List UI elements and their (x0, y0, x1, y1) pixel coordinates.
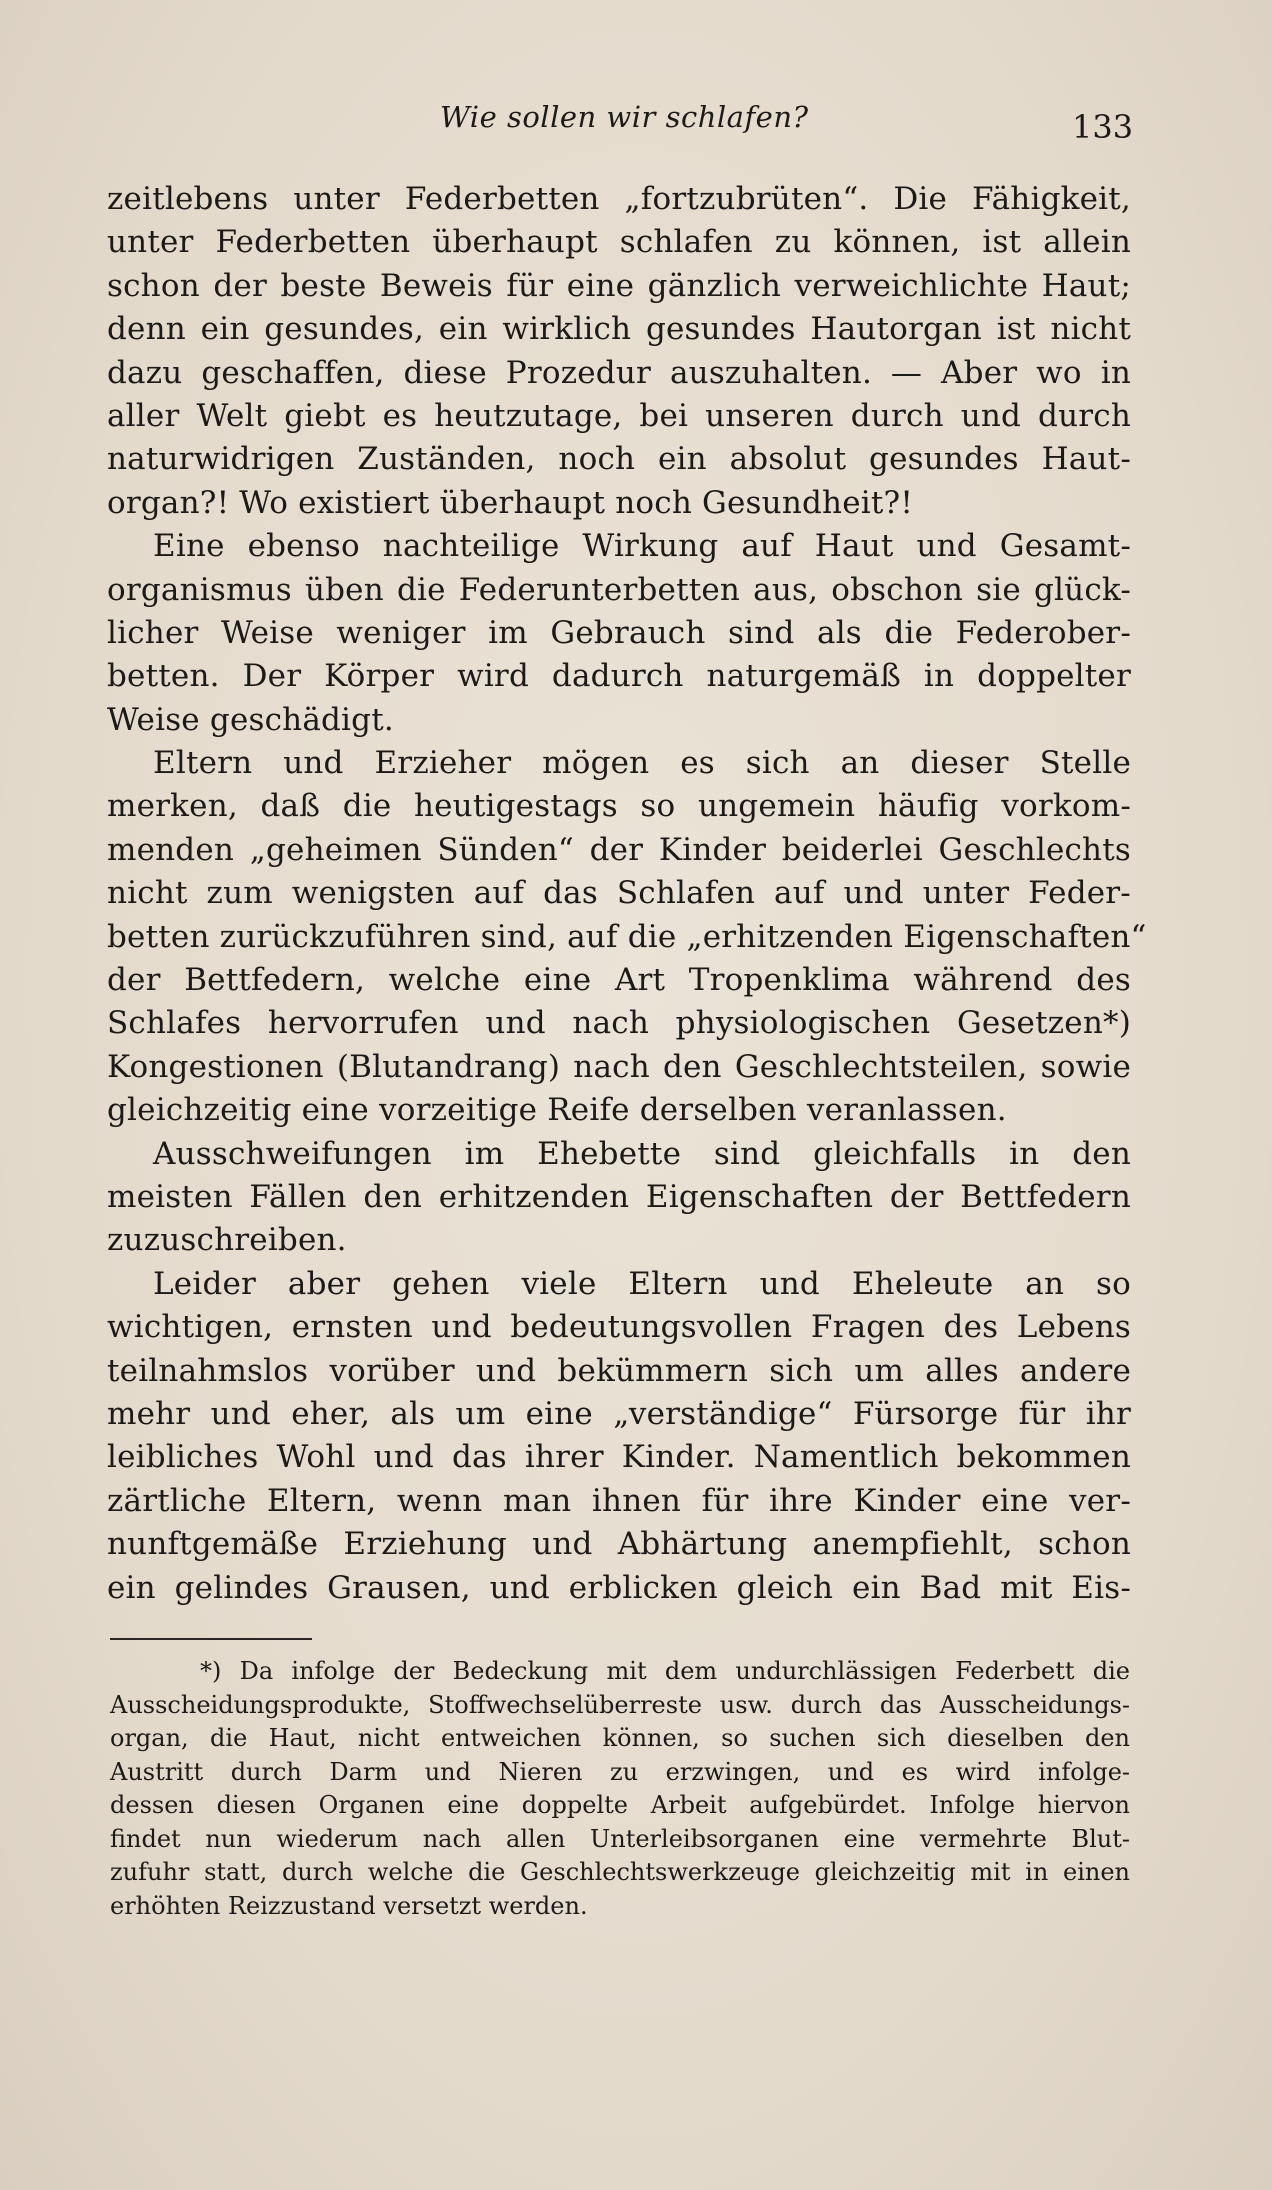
text-line: zärtliche Eltern, wenn man ihnen für ihre Kinder eine ver- (107, 1482, 1131, 1519)
text-line: dazu geschaffen, diese Prozedur auszuhalten. — Aber wo in (107, 354, 1131, 391)
text-line: mehr und eher, als um eine „verständige“ Fürsorge für ihr (107, 1395, 1131, 1432)
text-line: Schlafes hervorrufen und nach physiologischen Gesetzen*) (107, 1005, 1131, 1042)
text-line: teilnahmslos vorüber und bekümmern sich um alles andere (107, 1352, 1131, 1389)
text-line: naturwidrigen Zuständen, noch ein absolut gesundes Haut- (107, 441, 1131, 478)
text-line: aller Welt giebt es heutzutage, bei unseren durch und durch (107, 397, 1131, 434)
footnote-line: Ausscheidungsprodukte, Stoffwechselüberreste usw. durch das Ausscheidungs- (110, 1690, 1130, 1719)
text-line: nicht zum wenigsten auf das Schlafen auf und unter Feder- (107, 875, 1131, 912)
text-line: ein gelindes Grausen, und erblicken gleich ein Bad mit Eis- (107, 1569, 1131, 1606)
text-line: zuzuschreiben. (107, 1222, 347, 1259)
text-line: Ausschweifungen im Ehebette sind gleichfalls in den (153, 1135, 1131, 1172)
text-line: Leider aber gehen viele Eltern und Eheleute an so (153, 1265, 1131, 1302)
text-line: gleichzeitig eine vorzeitige Reife derselben veranlassen. (107, 1092, 1007, 1129)
footnote-divider (110, 1638, 312, 1640)
text-line: Kongestionen (Blutandrang) nach den Geschlechtsteilen, sowie (107, 1048, 1131, 1085)
text-line: unter Federbetten überhaupt schlafen zu können, ist allein (107, 224, 1131, 261)
text-line: leibliches Wohl und das ihrer Kinder. Namentlich bekommen (107, 1439, 1131, 1476)
body-text (107, 178, 1147, 1610)
text-line: denn ein gesundes, ein wirklich gesundes Hautorgan ist nicht (107, 311, 1131, 348)
text-line: licher Weise weniger im Gebrauch sind als die Federober- (107, 614, 1131, 651)
text-line: betten. Der Körper wird dadurch naturgemäß in doppelter (107, 658, 1131, 695)
text-line: Eltern und Erzieher mögen es sich an dieser Stelle (153, 745, 1131, 782)
text-line: wichtigen, ernsten und bedeutungsvollen Fragen des Lebens (107, 1309, 1131, 1346)
footnote-line: findet nun wiederum nach allen Unterleibsorganen eine vermehrte Blut- (110, 1824, 1130, 1853)
footnote-line: erhöhten Reizzustand versetzt werden. (110, 1891, 588, 1920)
text-line: meisten Fällen den erhitzenden Eigenschaften der Bettfedern (107, 1178, 1131, 1215)
text-line: Eine ebenso nachteilige Wirkung auf Haut und Gesamt- (153, 528, 1131, 565)
text-line: nunftgemäße Erziehung und Abhärtung anempfiehlt, schon (107, 1526, 1131, 1563)
footnote (110, 1655, 1130, 1923)
text-line: betten zurückzuführen sind, auf die „erhitzenden Eigenschaften“ (107, 918, 1147, 955)
text-line: merken, daß die heutigestags so ungemein häufig vorkom- (107, 788, 1131, 825)
text-line: menden „geheimen Sünden“ der Kinder beiderlei Geschlechts (107, 831, 1131, 868)
text-line: der Bettfedern, welche eine Art Tropenklima während des (107, 962, 1131, 999)
running-title: Wie sollen wir schlafen? (440, 100, 809, 134)
footnote-line: Austritt durch Darm und Nieren zu erzwingen, und es wird infolge- (110, 1757, 1130, 1786)
text-line: schon der beste Beweis für eine gänzlich verweichlichte Haut; (107, 267, 1131, 304)
footnote-line: *) Da infolge der Bedeckung mit dem undurchlässigen Federbett die (200, 1657, 1130, 1685)
footnote-line: dessen diesen Organen eine doppelte Arbeit aufgebürdet. Infolge hiervon (110, 1791, 1130, 1819)
footnote-line: zufuhr statt, durch welche die Geschlechtswerkzeuge gleichzeitig mit in einen (110, 1858, 1130, 1886)
text-line: organismus üben die Federunterbetten aus, obschon sie glück- (107, 571, 1131, 608)
page-number: 133 (1072, 108, 1134, 146)
text-line: zeitlebens unter Federbetten „fortzubrüten“. Die Fähigkeit, (107, 181, 1131, 217)
text-line: Weise geschädigt. (107, 701, 394, 738)
footnote-line: organ, die Haut, nicht entweichen können, so suchen sich dieselben den (110, 1724, 1130, 1752)
text-line: organ?! Wo existiert überhaupt noch Gesundheit?! (107, 484, 913, 521)
